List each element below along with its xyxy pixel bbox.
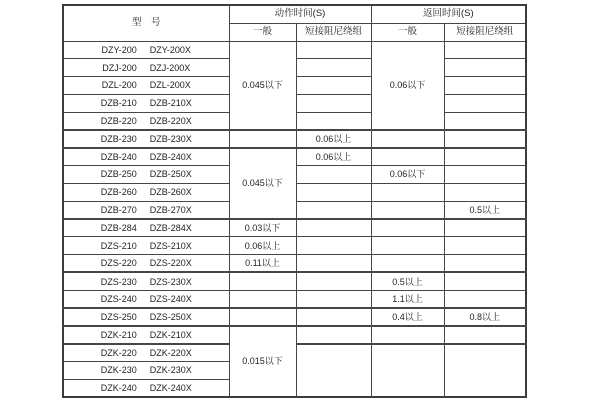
model-x-label: DZB-250X <box>149 169 192 180</box>
model-x-label: DZK-210X <box>149 329 192 340</box>
model-x-label: DZB-230X <box>149 133 192 144</box>
act-damping-cell: 0.06以上 <box>296 148 371 166</box>
model-label: DZK-230 <box>100 365 137 376</box>
empty-cell <box>296 166 371 184</box>
empty-cell <box>296 201 371 219</box>
model-label: DZS-240 <box>100 293 137 304</box>
model-x-label: DZB-270X <box>149 204 192 215</box>
col-header-model: 型 号 <box>63 5 229 41</box>
empty-cell <box>444 59 526 77</box>
empty-cell <box>229 308 296 326</box>
empty-cell <box>444 290 526 308</box>
header-row-1 <box>63 5 526 23</box>
empty-cell <box>444 344 526 397</box>
empty-cell <box>296 112 371 130</box>
model-cell <box>63 112 229 130</box>
table-row <box>63 326 526 344</box>
empty-cell <box>371 326 444 344</box>
empty-cell <box>296 41 371 59</box>
model-cell <box>63 308 229 326</box>
col-header-action-time: 动作时间(S) <box>229 5 371 23</box>
model-x-label: DZS-250X <box>149 311 192 322</box>
model-label: DZB-210 <box>100 98 137 109</box>
table-row <box>63 219 526 237</box>
empty-cell <box>296 255 371 273</box>
model-label: DZB-240 <box>100 151 137 162</box>
ret-general-cell: 0.5以上 <box>371 272 444 290</box>
model-cell <box>63 148 229 166</box>
empty-cell <box>229 272 296 290</box>
model-x-label: DZK-240X <box>149 382 192 393</box>
model-x-label: DZJ-200X <box>149 62 191 73</box>
table-row <box>63 308 526 326</box>
model-x-label: DZK-230X <box>149 365 192 376</box>
model-cell <box>63 237 229 255</box>
table-row <box>63 255 526 273</box>
table-row <box>63 272 526 290</box>
col-header-return-damping: 短接阻尼绕组 <box>444 23 526 41</box>
empty-cell <box>229 130 296 148</box>
model-label: DZB-250 <box>100 169 137 180</box>
model-label: DZS-250 <box>100 311 137 322</box>
empty-cell <box>296 272 371 290</box>
empty-cell <box>296 183 371 201</box>
ret-general-cell: 0.06以下 <box>371 166 444 184</box>
model-cell <box>63 344 229 362</box>
act-general-cell: 0.11以上 <box>229 255 296 273</box>
model-label: DZL-200 <box>101 80 137 91</box>
empty-cell <box>371 148 444 166</box>
model-label: DZJ-200 <box>102 62 137 73</box>
act-general-cell: 0.015以下 <box>229 326 296 397</box>
act-general-cell: 0.03以下 <box>229 219 296 237</box>
model-x-label: DZB-220X <box>149 115 192 126</box>
model-cell <box>63 94 229 112</box>
act-damping-cell: 0.06以上 <box>296 130 371 148</box>
col-header-return-time: 返回时间(S) <box>371 5 526 23</box>
model-label: DZS-220 <box>100 258 137 269</box>
model-x-label: DZS-230X <box>149 276 192 287</box>
model-x-label: DZB-260X <box>149 187 192 198</box>
table-row <box>63 130 526 148</box>
model-cell <box>63 201 229 219</box>
model-label: DZK-220 <box>100 347 137 358</box>
empty-cell <box>444 219 526 237</box>
model-cell <box>63 290 229 308</box>
ret-general-cell: 0.4以上 <box>371 308 444 326</box>
empty-cell <box>296 94 371 112</box>
model-cell <box>63 361 229 379</box>
empty-cell <box>444 112 526 130</box>
empty-cell <box>371 219 444 237</box>
model-x-label: DZS-240X <box>149 293 192 304</box>
empty-cell <box>296 77 371 95</box>
empty-cell <box>371 183 444 201</box>
model-cell <box>63 219 229 237</box>
table-row <box>63 237 526 255</box>
model-label: DZB-270 <box>100 204 137 215</box>
empty-cell <box>444 94 526 112</box>
act-general-cell: 0.045以下 <box>229 41 296 130</box>
model-x-label: DZK-220X <box>149 347 192 358</box>
model-x-label: DZB-240X <box>149 151 192 162</box>
empty-cell <box>371 237 444 255</box>
empty-cell <box>444 148 526 166</box>
act-general-cell: 0.06以上 <box>229 237 296 255</box>
empty-cell <box>371 201 444 219</box>
spec-table <box>62 4 527 398</box>
empty-cell <box>444 326 526 344</box>
empty-cell <box>296 59 371 77</box>
model-label: DZB-230 <box>100 133 137 144</box>
model-label: DZK-240 <box>100 382 137 393</box>
empty-cell <box>444 183 526 201</box>
empty-cell <box>371 130 444 148</box>
empty-cell <box>444 41 526 59</box>
model-cell <box>63 326 229 344</box>
model-cell <box>63 255 229 273</box>
empty-cell <box>296 219 371 237</box>
table-row <box>63 290 526 308</box>
table-row <box>63 41 526 59</box>
ret-damping-cell: 0.8以上 <box>444 308 526 326</box>
empty-cell <box>444 272 526 290</box>
empty-cell <box>444 130 526 148</box>
model-cell <box>63 59 229 77</box>
ret-general-cell: 1.1以上 <box>371 290 444 308</box>
model-label: DZS-230 <box>100 276 137 287</box>
model-cell <box>63 77 229 95</box>
empty-cell <box>444 77 526 95</box>
model-label: DZK-210 <box>100 329 137 340</box>
empty-cell <box>296 326 371 344</box>
col-header-action-damping: 短接阻尼绕组 <box>296 23 371 41</box>
ret-damping-cell: 0.5以上 <box>444 201 526 219</box>
empty-cell <box>296 308 371 326</box>
model-label: DZB-260 <box>100 187 137 198</box>
model-cell <box>63 379 229 397</box>
model-cell <box>63 183 229 201</box>
col-header-return-general: 一般 <box>371 23 444 41</box>
model-x-label: DZL-200X <box>149 80 191 91</box>
model-x-label: DZB-210X <box>149 98 192 109</box>
model-label: DZY-200 <box>101 44 137 55</box>
ret-general-cell: 0.06以下 <box>371 41 444 130</box>
empty-cell <box>371 255 444 273</box>
empty-cell <box>444 255 526 273</box>
empty-cell <box>444 237 526 255</box>
empty-cell <box>444 166 526 184</box>
model-x-label: DZS-210X <box>149 240 192 251</box>
model-cell <box>63 166 229 184</box>
model-label: DZS-210 <box>100 240 137 251</box>
empty-cell <box>371 344 444 397</box>
act-general-cell: 0.045以下 <box>229 148 296 219</box>
model-label: DZB-220 <box>100 115 137 126</box>
table-header <box>63 5 526 41</box>
model-cell <box>63 130 229 148</box>
col-header-action-general: 一般 <box>229 23 296 41</box>
empty-cell <box>296 344 371 397</box>
empty-cell <box>229 290 296 308</box>
model-x-label: DZB-284X <box>149 223 192 234</box>
model-x-label: DZY-200X <box>149 44 191 55</box>
table-row <box>63 148 526 166</box>
model-cell <box>63 41 229 59</box>
model-cell <box>63 272 229 290</box>
empty-cell <box>296 237 371 255</box>
model-label: DZB-284 <box>100 223 137 234</box>
model-x-label: DZS-220X <box>149 258 192 269</box>
empty-cell <box>296 290 371 308</box>
